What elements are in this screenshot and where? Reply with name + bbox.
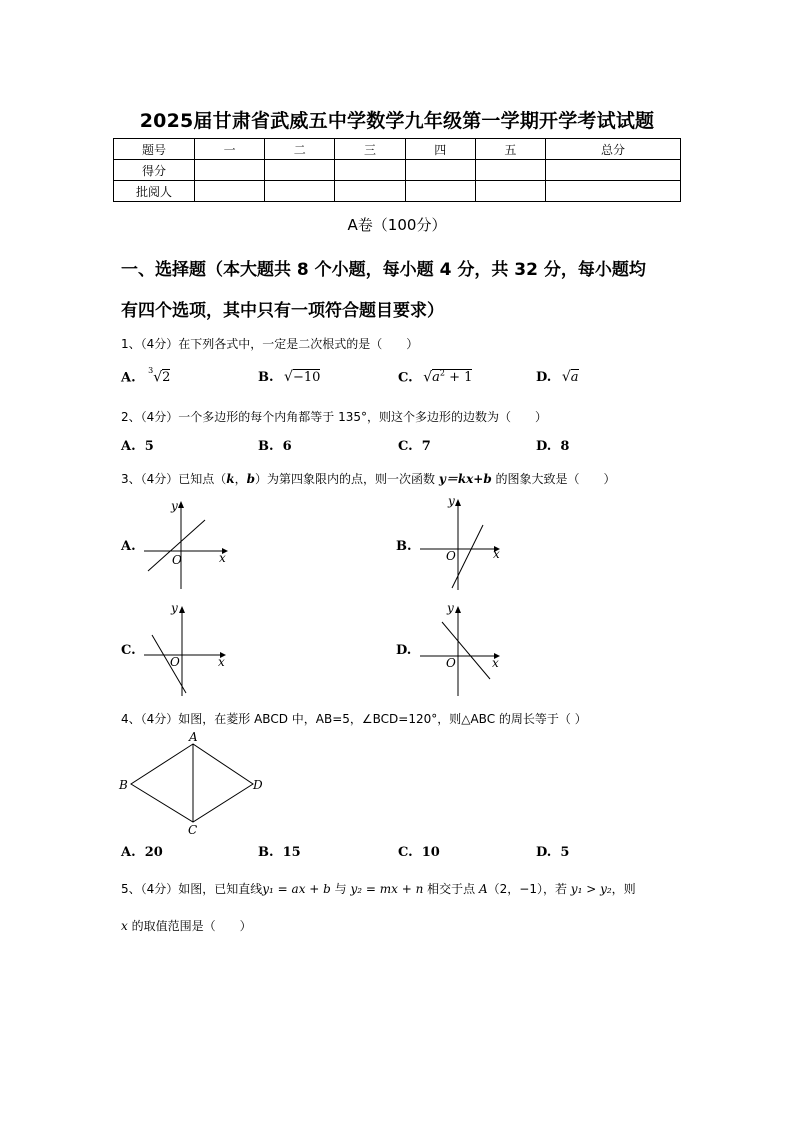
option-label: B. [258, 439, 274, 454]
stem-text: 的图象大致是（ ） [491, 472, 616, 486]
score-row-label: 得分 [114, 160, 195, 181]
graph-c [138, 600, 238, 698]
q3-option-b: B. [396, 539, 412, 554]
radicand: −10 [292, 370, 321, 385]
function-line [152, 635, 186, 693]
function-expr: y＝kx+b [438, 472, 492, 486]
y-axis-arrow [179, 606, 185, 613]
q4-option-a [121, 845, 163, 860]
score-table-header: 总分 [546, 139, 681, 160]
score-row-label: 批阅人 [114, 181, 195, 202]
q1-option-a [121, 366, 171, 386]
q3-option-a: A. [121, 539, 136, 554]
q4-option-b [258, 845, 301, 860]
option-label: C. [398, 439, 413, 454]
score-table-row [114, 181, 681, 202]
vertex-c-label: C [188, 823, 198, 837]
q2-option-b [258, 439, 292, 454]
score-cell [475, 160, 545, 181]
graph-d [414, 600, 514, 698]
stem-text: 相交于点 [423, 882, 479, 896]
y-axis-arrow [455, 499, 461, 506]
var-b: b [246, 472, 256, 486]
radicand-rest: + 1 [444, 370, 473, 386]
x-label: x [219, 551, 226, 565]
score-cell [265, 160, 335, 181]
root-index: 3 [148, 366, 154, 375]
origin-label: O [446, 549, 456, 563]
point-coords: （2，−1） [487, 882, 543, 896]
exponent: 2 [439, 369, 445, 378]
q3-option-c: C. [121, 643, 136, 658]
question-3-stem [121, 470, 616, 487]
option-label: C. [398, 845, 413, 860]
score-cell [265, 181, 335, 202]
score-cell [335, 160, 405, 181]
cube-root: $^3$√2 [148, 366, 171, 386]
option-label: D. [536, 845, 552, 860]
score-cell [195, 160, 265, 181]
score-table-header: 二 [265, 139, 335, 160]
radicand: a [570, 370, 579, 385]
option-text: 7 [421, 439, 431, 454]
q2-option-a [121, 439, 154, 454]
stem-text: 与 [330, 882, 351, 896]
score-table-header: 五 [475, 139, 545, 160]
score-cell [475, 181, 545, 202]
equation-1: y₁ = ax + b [262, 882, 331, 896]
option-text: 8 [560, 439, 570, 454]
stem-text: ，则 [611, 882, 636, 896]
y-label: y [171, 499, 178, 513]
rhombus-figure [115, 730, 275, 840]
vertex-d-label: D [253, 778, 263, 792]
stem-text: 3、（4分）已知点（ [121, 472, 227, 486]
x-label: x [492, 656, 499, 670]
x-label: x [218, 655, 225, 669]
var-k: k [226, 472, 235, 486]
q2-option-d [536, 439, 569, 454]
y-axis-arrow [455, 606, 461, 613]
y-label: y [171, 601, 178, 615]
equation-2: y₂ = mx + n [350, 882, 424, 896]
question-5-stem-line2 [121, 917, 252, 934]
q2-option-c [398, 439, 431, 454]
score-cell [546, 181, 681, 202]
score-cell [405, 181, 475, 202]
square-root: $√a^2 + 1$ [423, 369, 473, 386]
option-label: A. [121, 439, 136, 454]
y-axis-arrow [178, 501, 184, 508]
var-x: x [121, 919, 128, 933]
score-table [113, 138, 681, 202]
score-table-header-row [114, 139, 681, 160]
question-2-stem: 2、（4分）一个多边形的每个内角都等于 135°，则这个多边形的边数为（ ） [121, 410, 547, 424]
question-4-stem: 4、（4分）如图，在菱形 ABCD 中，AB=5，∠BCD=120°，则△ABC 的周长等于（ ） [121, 712, 587, 726]
question-5-stem [121, 880, 681, 897]
score-table-header: 一 [195, 139, 265, 160]
x-label: x [493, 547, 500, 561]
q1-option-c [398, 369, 472, 385]
option-label: B. [258, 370, 274, 385]
option-label: D. [536, 370, 552, 385]
score-cell [405, 160, 475, 181]
function-line [452, 525, 483, 588]
question-1-stem: 1、（4分）在下列各式中，一定是二次根式的是（ ） [121, 337, 419, 351]
radicand: 2 [162, 370, 171, 386]
score-table-row [114, 160, 681, 181]
vertex-b-label: B [119, 778, 128, 792]
stem-text: ， [234, 472, 247, 486]
point-name: A [478, 882, 488, 896]
q1-option-d [536, 369, 579, 385]
part-heading-line2: 有四个选项，其中只有一项符合题目要求） [121, 301, 444, 321]
function-line [442, 622, 490, 679]
square-root: √a [561, 369, 579, 385]
graph-b [414, 494, 514, 592]
stem-text: ）为第四象限内的点，则一次函数 [255, 472, 439, 486]
q3-option-d: D. [396, 643, 412, 658]
score-table-header: 题号 [114, 139, 195, 160]
page-title: 2025届甘肃省武威五中学数学九年级第一学期开学考试试题 [139, 110, 655, 132]
graph-a [138, 496, 238, 592]
option-text: 5 [560, 845, 570, 860]
stem-text: ，若 [542, 882, 571, 896]
option-text: 20 [144, 845, 163, 860]
radicand-var: a [432, 370, 440, 386]
option-label: C. [398, 370, 413, 386]
option-label: B. [258, 845, 274, 860]
inequality: y₁ > y₂ [570, 882, 612, 896]
origin-label: O [170, 655, 180, 669]
vertex-a-label: A [189, 730, 198, 744]
y-label: y [447, 601, 454, 615]
score-cell [195, 181, 265, 202]
score-table-header: 四 [405, 139, 475, 160]
part-heading-line1: 一、选择题（本大题共 8 个小题，每小题 4 分，共 32 分，每小题均 [121, 260, 646, 280]
q1-option-b [258, 369, 320, 385]
square-root: √−10 [284, 369, 321, 385]
score-cell [546, 160, 681, 181]
option-label: A. [121, 370, 136, 386]
origin-label: O [172, 553, 182, 567]
origin-label: O [446, 656, 456, 670]
section-heading: A卷（100分） [347, 216, 447, 234]
option-label: D. [536, 439, 552, 454]
option-text: 15 [282, 845, 301, 860]
option-text: 6 [282, 439, 292, 454]
y-label: y [448, 494, 455, 508]
option-label: A. [121, 845, 136, 860]
option-text: 10 [421, 845, 440, 860]
q4-option-d [536, 845, 569, 860]
stem-text: 的取值范围是（ ） [127, 919, 252, 933]
rhombus-abcd [131, 744, 253, 822]
score-cell [335, 181, 405, 202]
score-table-header: 三 [335, 139, 405, 160]
stem-text: 5、（4分）如图，已知直线 [121, 882, 263, 896]
option-text: 5 [144, 439, 154, 454]
q4-option-c [398, 845, 440, 860]
